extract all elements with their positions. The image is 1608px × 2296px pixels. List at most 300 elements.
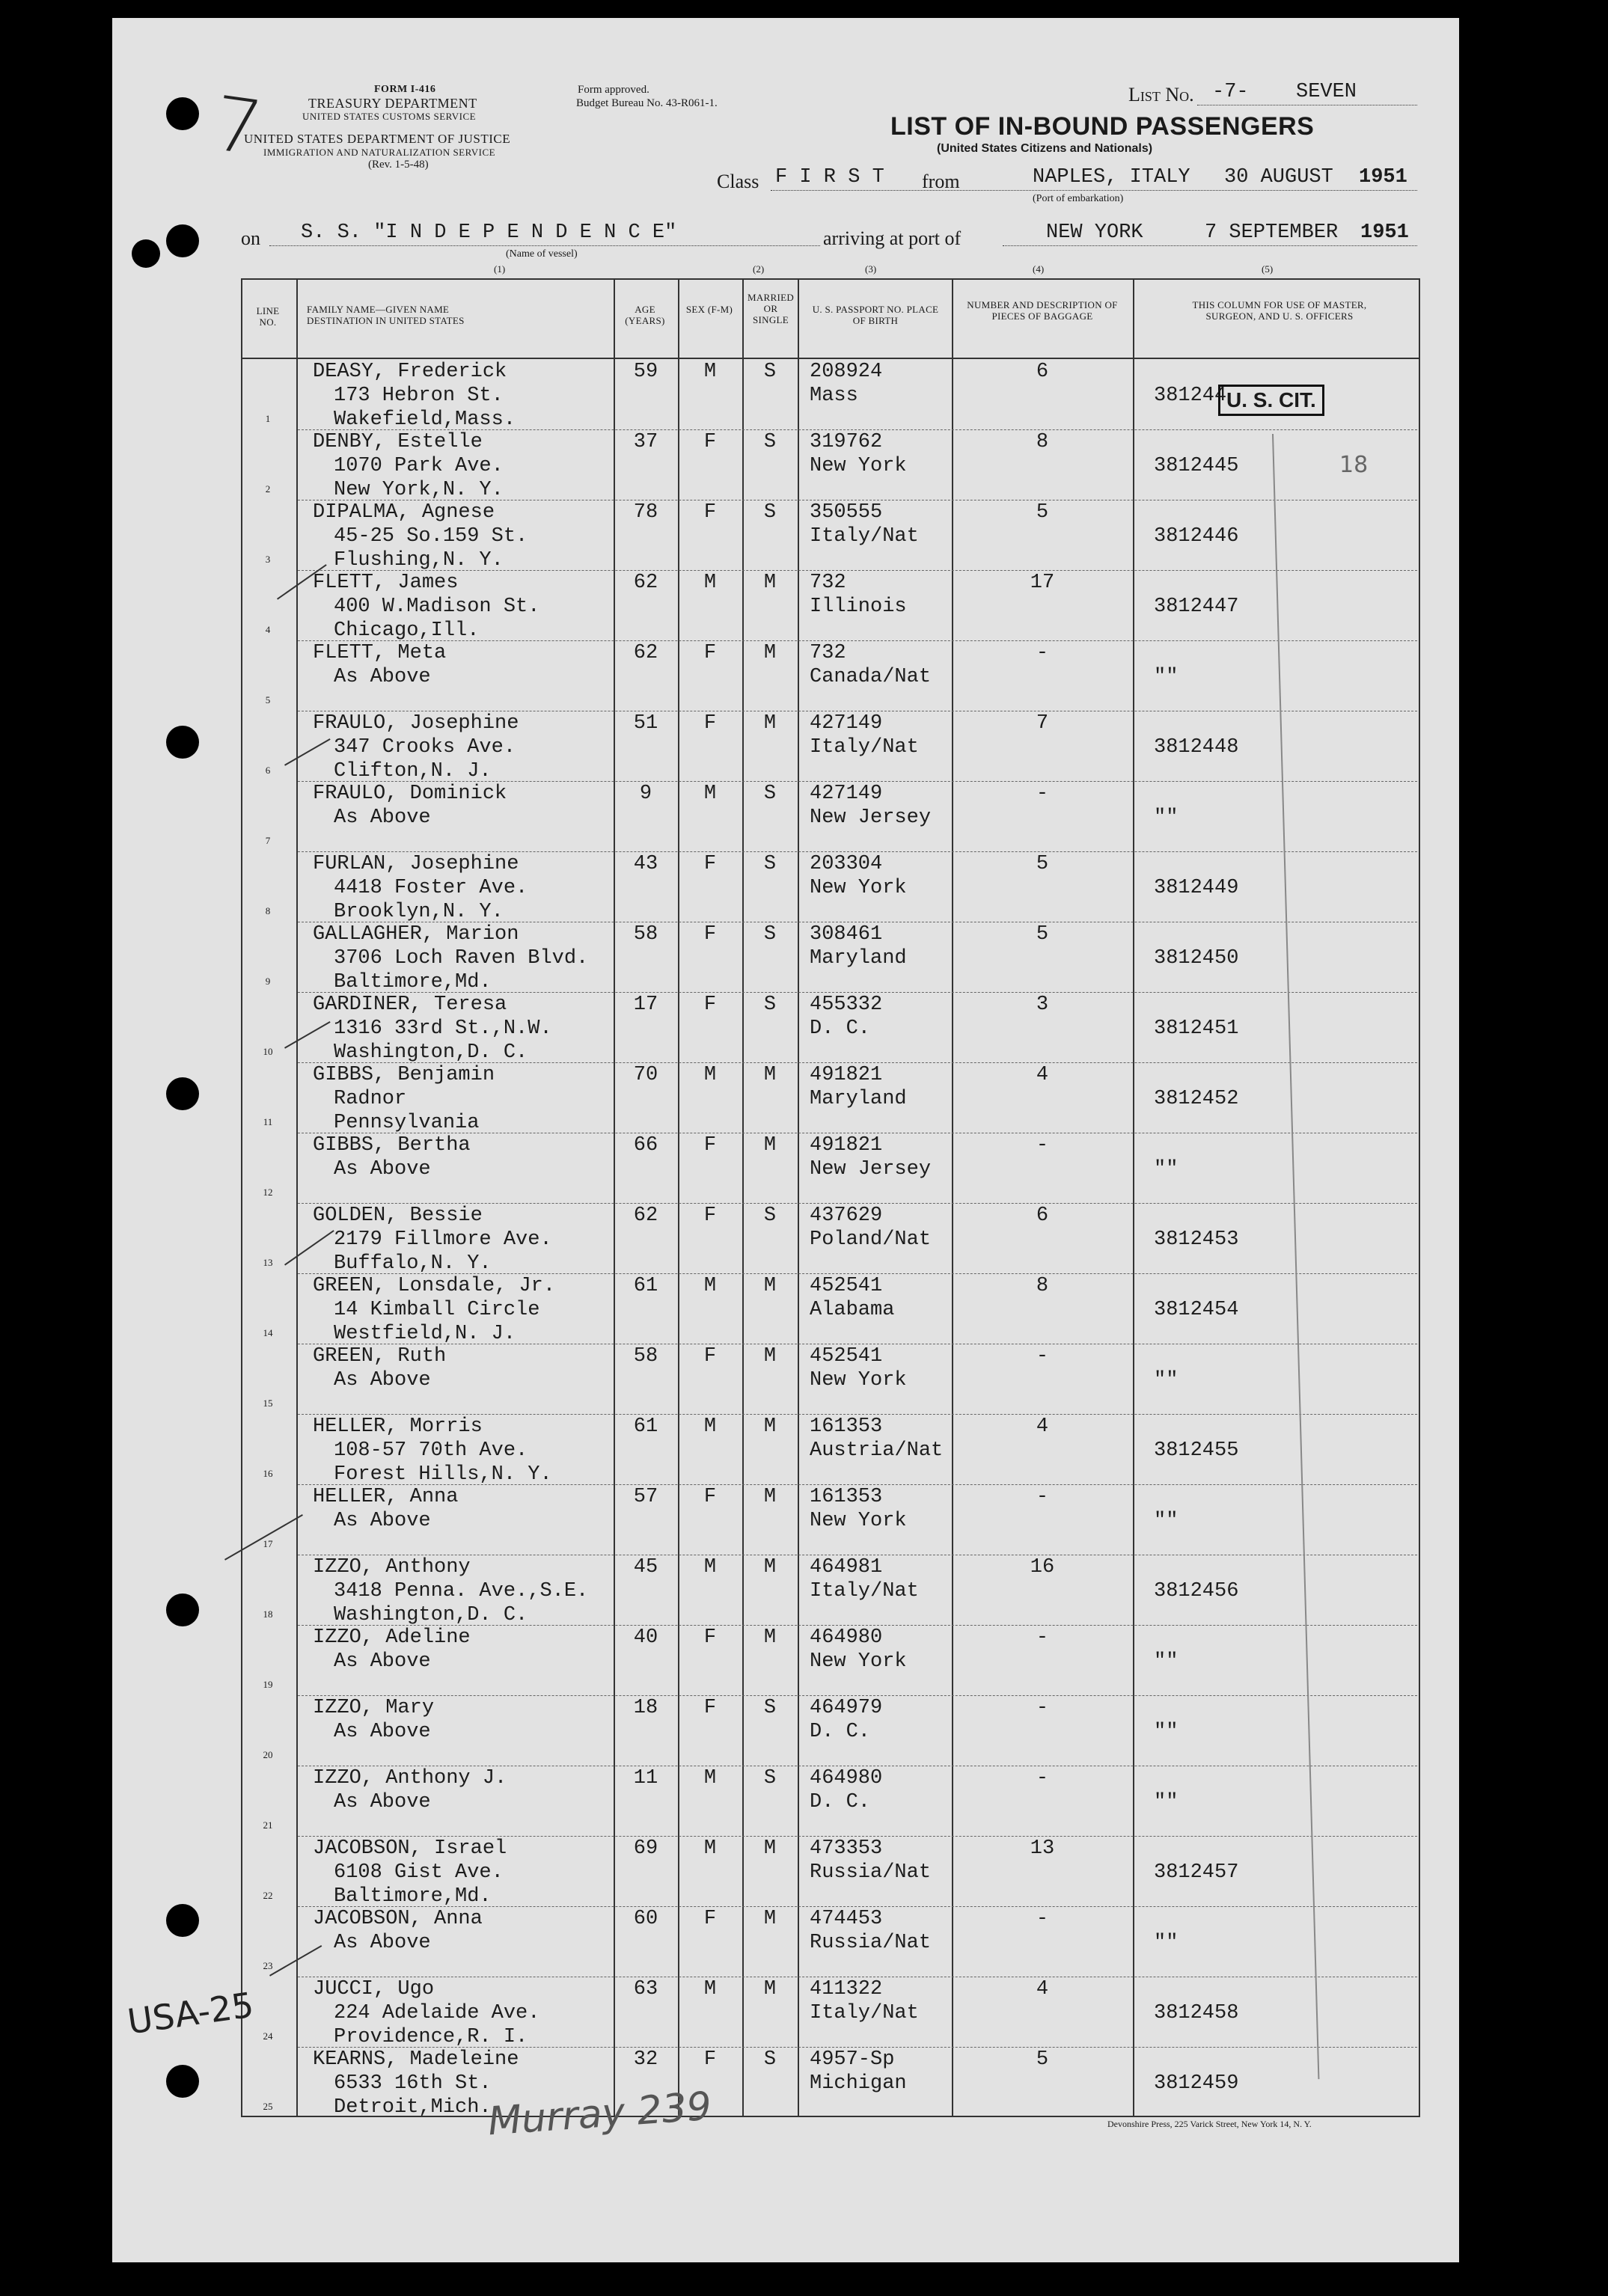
sex-value: F (703, 501, 717, 524)
baggage-count: - (1036, 1767, 1049, 1790)
marital-value: S (763, 783, 777, 805)
officer-number: 3812452 (1154, 1088, 1239, 1110)
birth-place: D. C. (810, 1791, 871, 1813)
baggage-count: 4 (1036, 1978, 1049, 2000)
document-title: LIST OF IN-BOUND PASSENGERS (890, 112, 1315, 141)
baggage-count: 13 (1030, 1837, 1055, 1860)
address-city: Flushing,N. Y. (334, 549, 504, 572)
arrival-year: 1951 (1360, 221, 1409, 244)
age-value: 63 (633, 1978, 658, 2000)
marital-value: M (763, 1134, 777, 1157)
birth-place: New Jersey (810, 1158, 932, 1181)
sex-value: M (703, 1064, 717, 1086)
sex-value: F (703, 1908, 717, 1930)
officer-number: 3812456 (1154, 1580, 1239, 1602)
arrival-date: 7 SEPTEMBER (1205, 221, 1339, 244)
baggage-count: - (1036, 1908, 1049, 1930)
address-city: New York,N. Y. (334, 479, 504, 501)
binder-hole (166, 97, 199, 130)
baggage-count: - (1036, 1345, 1049, 1368)
address-city: Providence,R. I. (334, 2026, 528, 2048)
sex-value: F (703, 1626, 717, 1649)
birth-place: Michigan (810, 2072, 907, 2095)
sex-value: M (703, 1837, 717, 1860)
marital-value: S (763, 361, 777, 383)
birth-place: Russia/Nat (810, 1861, 932, 1884)
baggage-count: 16 (1030, 1556, 1055, 1579)
age-value: 62 (633, 1204, 658, 1227)
line-number: 9 (265, 976, 271, 987)
age-value: 66 (633, 1134, 658, 1157)
address-street: 14 Kimball Circle (334, 1299, 540, 1321)
address-street: As Above (334, 1650, 431, 1673)
passenger-name: IZZO, Anthony J. (313, 1767, 507, 1790)
officer-number: 381244 (1154, 385, 1227, 407)
officer-number: 3812449 (1154, 877, 1239, 899)
passenger-name: JACOBSON, Israel (313, 1837, 507, 1860)
class-label: Class (717, 171, 759, 192)
line-number: 6 (265, 765, 271, 776)
embarkation-date: 30 AUGUST (1224, 166, 1333, 189)
binder-hole (166, 2065, 199, 2098)
budget-label: Budget Bureau No. 43-R061-1. (576, 97, 718, 109)
officer-number: "" (1154, 666, 1179, 688)
sex-value: F (703, 853, 717, 875)
address-city: Brooklyn,N. Y. (334, 901, 504, 923)
age-value: 59 (633, 361, 658, 383)
address-street: 347 Crooks Ave. (334, 736, 516, 759)
baggage-count: - (1036, 1626, 1049, 1649)
passenger-name: DENBY, Estelle (313, 431, 483, 453)
baggage-count: - (1036, 1697, 1049, 1719)
passport-number: 732 (810, 642, 846, 664)
age-value: 69 (633, 1837, 658, 1860)
marital-value: S (763, 1697, 777, 1719)
baggage-count: 8 (1036, 431, 1049, 453)
line-number: 5 (265, 694, 271, 705)
column-number: (3) (865, 263, 877, 275)
address-city: Baltimore,Md. (334, 971, 492, 994)
address-street: As Above (334, 1791, 431, 1813)
baggage-count: 5 (1036, 501, 1049, 524)
age-value: 70 (633, 1064, 658, 1086)
birth-place: Italy/Nat (810, 2002, 919, 2024)
column-divider (296, 278, 298, 2116)
line-number: 23 (263, 1960, 273, 1971)
age-value: 58 (633, 1345, 658, 1368)
address-street: As Above (334, 1510, 431, 1532)
marital-value: S (763, 1204, 777, 1227)
passport-number: 308461 (810, 923, 883, 946)
column-divider (798, 278, 799, 2116)
row-divider (298, 992, 1417, 993)
column-divider (678, 278, 679, 2116)
marital-value: M (763, 1486, 777, 1508)
address-street: As Above (334, 806, 431, 829)
class-value: F I R S T (775, 166, 884, 189)
row-divider (298, 2047, 1417, 2048)
line-number: 1 (265, 413, 271, 424)
embarkation-year: 1951 (1359, 166, 1407, 189)
address-street: 1316 33rd St.,N.W. (334, 1017, 552, 1040)
marital-value: M (763, 1275, 777, 1297)
age-value: 32 (633, 2048, 658, 2071)
address-street: As Above (334, 666, 431, 688)
margin-note: USA-25 (125, 1984, 257, 2042)
passport-number: 411322 (810, 1978, 883, 2000)
signature: Murray 239 (486, 2084, 713, 2145)
header-name: FAMILY NAME—GIVEN NAME DESTINATION IN UNITED STATES (307, 304, 465, 326)
passenger-name: IZZO, Mary (313, 1697, 435, 1719)
address-street: 173 Hebron St. (334, 385, 504, 407)
line-number: 4 (265, 624, 271, 635)
line-number: 22 (263, 1890, 273, 1901)
age-value: 61 (633, 1415, 658, 1438)
column-divider (952, 278, 953, 2116)
sex-value: F (703, 712, 717, 735)
officer-number: "" (1154, 1158, 1179, 1181)
address-street: 3706 Loch Raven Blvd. (334, 947, 589, 970)
passport-number: 4957-Sp (810, 2048, 895, 2071)
passport-number: 464980 (810, 1626, 883, 1649)
officer-number: 3812453 (1154, 1228, 1239, 1251)
header-age: AGE (YEARS) (625, 304, 665, 326)
address-street: As Above (334, 1369, 431, 1392)
age-value: 51 (633, 712, 658, 735)
row-divider (298, 429, 1417, 430)
address-city: Washington,D. C. (334, 1604, 528, 1626)
baggage-count: - (1036, 783, 1049, 805)
header-married: MARRIED OR SINGLE (747, 292, 795, 325)
column-divider (742, 278, 744, 2116)
approved-label: Form approved. (578, 84, 649, 96)
marital-value: M (763, 1415, 777, 1438)
binder-hole (166, 1594, 199, 1626)
line-number: 21 (263, 1819, 273, 1831)
passenger-name: FRAULO, Josephine (313, 712, 519, 735)
address-street: Radnor (334, 1088, 407, 1110)
passenger-name: JACOBSON, Anna (313, 1908, 483, 1930)
address-city: Wakefield,Mass. (334, 408, 516, 431)
birth-place: Illinois (810, 596, 907, 618)
binder-hole (166, 1077, 199, 1110)
address-street: 400 W.Madison St. (334, 596, 540, 618)
passenger-name: FLETT, Meta (313, 642, 447, 664)
birth-place: Italy/Nat (810, 525, 919, 548)
address-street: As Above (334, 1932, 431, 1954)
officer-number: "" (1154, 1650, 1179, 1673)
arrival-underline (1003, 245, 1417, 246)
row-divider (298, 1836, 1417, 1837)
marital-value: M (763, 1978, 777, 2000)
officer-number: 3812455 (1154, 1439, 1239, 1462)
address-street: 6108 Gist Ave. (334, 1861, 504, 1884)
address-city: Pennsylvania (334, 1112, 480, 1134)
passenger-name: GREEN, Ruth (313, 1345, 447, 1368)
age-value: 62 (633, 572, 658, 594)
arrival-port: NEW YORK (1046, 221, 1143, 244)
column-number: (5) (1262, 263, 1274, 275)
address-street: 224 Adelaide Ave. (334, 2002, 540, 2024)
pencil-note: 18 (1339, 452, 1369, 478)
passenger-name: FURLAN, Josephine (313, 853, 519, 875)
marital-value: S (763, 853, 777, 875)
passport-number: 203304 (810, 853, 883, 875)
marital-value: S (763, 2048, 777, 2071)
row-divider (298, 1906, 1417, 1907)
sex-value: M (703, 1556, 717, 1579)
sex-value: F (703, 642, 717, 664)
baggage-count: 17 (1030, 572, 1055, 594)
column-number: (1) (494, 263, 506, 275)
form-number: FORM I-416 (374, 84, 436, 95)
row-divider (298, 851, 1417, 852)
passenger-name: GIBBS, Bertha (313, 1134, 471, 1157)
line-number: 25 (263, 2101, 273, 2112)
list-label: List No. (1128, 84, 1194, 105)
birth-place: Austria/Nat (810, 1439, 944, 1462)
passenger-name: HELLER, Morris (313, 1415, 483, 1438)
baggage-count: 7 (1036, 712, 1049, 735)
passport-number: 350555 (810, 501, 883, 524)
list-number: -7- (1212, 81, 1249, 103)
marital-value: S (763, 994, 777, 1016)
header-sex: SEX (F-M) (685, 304, 733, 315)
birth-place: Maryland (810, 1088, 907, 1110)
list-word: SEVEN (1296, 81, 1357, 103)
officer-number: "" (1154, 1721, 1179, 1743)
baggage-count: 4 (1036, 1064, 1049, 1086)
birth-place: Italy/Nat (810, 1580, 919, 1602)
header-officers: THIS COLUMN FOR USE OF MASTER, SURGEON, AND U. S. OFFICERS (1192, 299, 1367, 322)
marital-value: M (763, 1064, 777, 1086)
birth-place: Alabama (810, 1299, 895, 1321)
age-value: 37 (633, 431, 658, 453)
passport-number: 161353 (810, 1415, 883, 1438)
passport-number: 491821 (810, 1134, 883, 1157)
sex-value: F (703, 1486, 717, 1508)
officer-number: 3812448 (1154, 736, 1239, 759)
sex-value: M (703, 572, 717, 594)
address-street: 2179 Fillmore Ave. (334, 1228, 552, 1251)
row-divider (298, 640, 1417, 641)
age-value: 57 (633, 1486, 658, 1508)
passport-number: 464979 (810, 1697, 883, 1719)
officer-number: 3812457 (1154, 1861, 1239, 1884)
row-divider (298, 1695, 1417, 1696)
address-street: As Above (334, 1721, 431, 1743)
marital-value: M (763, 1345, 777, 1368)
age-value: 43 (633, 853, 658, 875)
marital-value: S (763, 501, 777, 524)
passport-number: 474453 (810, 1908, 883, 1930)
header-passport: U. S. PASSPORT NO. PLACE OF BIRTH (812, 304, 939, 326)
row-divider (298, 570, 1417, 571)
passport-number: 732 (810, 572, 846, 594)
column-divider (614, 278, 615, 2116)
vessel-name: S. S. "I N D E P E N D E N C E" (301, 221, 677, 244)
pencil-note: 7 (208, 79, 268, 173)
sex-value: F (703, 1134, 717, 1157)
officer-number: "" (1154, 1369, 1179, 1392)
age-value: 9 (639, 783, 652, 805)
age-value: 61 (633, 1275, 658, 1297)
sex-value: M (703, 361, 717, 383)
address-city: Chicago,Ill. (334, 619, 480, 642)
passport-number: 452541 (810, 1345, 883, 1368)
marital-value: S (763, 431, 777, 453)
line-number: 13 (263, 1257, 273, 1268)
age-value: 40 (633, 1626, 658, 1649)
sex-value: F (703, 1204, 717, 1227)
us-citizen-stamp: U. S. CIT. (1218, 385, 1324, 416)
marital-value: M (763, 1837, 777, 1860)
officer-number: "" (1154, 1510, 1179, 1532)
line-number: 24 (263, 2030, 273, 2042)
column-number: (2) (753, 263, 765, 275)
officer-number: "" (1154, 806, 1179, 829)
passenger-name: GARDINER, Teresa (313, 994, 507, 1016)
line-number: 20 (263, 1749, 273, 1760)
age-value: 62 (633, 642, 658, 664)
passport-number: 437629 (810, 1204, 883, 1227)
line-number: 7 (265, 835, 271, 846)
officer-number: 3812451 (1154, 1017, 1239, 1040)
birth-place: New York (810, 1510, 907, 1532)
birth-place: Maryland (810, 947, 907, 970)
birth-place: D. C. (810, 1721, 871, 1743)
sex-value: M (703, 1767, 717, 1790)
baggage-count: - (1036, 1486, 1049, 1508)
row-divider (298, 1414, 1417, 1415)
line-number: 11 (263, 1116, 273, 1127)
passport-number: 161353 (810, 1486, 883, 1508)
line-number: 10 (263, 1046, 273, 1057)
header-divider (241, 358, 1419, 359)
marital-value: M (763, 712, 777, 735)
line-number: 2 (265, 483, 271, 495)
age-value: 18 (633, 1697, 658, 1719)
passport-number: 464981 (810, 1556, 883, 1579)
birth-place: Mass (810, 385, 858, 407)
immigration-label: IMMIGRATION AND NATURALIZATION SERVICE (263, 147, 496, 158)
passenger-name: FRAULO, Dominick (313, 783, 507, 805)
marital-value: M (763, 1556, 777, 1579)
address-city: Westfield,N. J. (334, 1323, 516, 1345)
printer-imprint: Devonshire Press, 225 Varick Street, New York 14, N. Y. (1107, 2119, 1312, 2129)
officer-number: 3812445 (1154, 455, 1239, 477)
address-city: Clifton,N. J. (334, 760, 492, 783)
address-street: 4418 Foster Ave. (334, 877, 528, 899)
sex-value: F (703, 994, 717, 1016)
passport-number: 208924 (810, 361, 883, 383)
officer-number: 3812447 (1154, 596, 1239, 618)
baggage-count: 6 (1036, 361, 1049, 383)
officer-number: "" (1154, 1932, 1179, 1954)
line-number: 3 (265, 554, 271, 565)
line-number: 17 (263, 1538, 273, 1549)
passenger-name: IZZO, Adeline (313, 1626, 471, 1649)
marital-value: S (763, 1767, 777, 1790)
arriving-label: arriving at port of (823, 227, 962, 249)
header-baggage: NUMBER AND DESCRIPTION OF PIECES OF BAGGAGE (967, 299, 1118, 322)
address-city: Baltimore,Md. (334, 1885, 492, 1908)
address-street: 108-57 70th Ave. (334, 1439, 528, 1462)
passenger-name: GALLAGHER, Marion (313, 923, 519, 946)
on-label: on (241, 227, 260, 249)
passenger-name: DEASY, Frederick (313, 361, 507, 383)
address-street: As Above (334, 1158, 431, 1181)
baggage-count: 4 (1036, 1415, 1049, 1438)
column-divider (1133, 278, 1134, 2116)
address-street: 6533 16th St. (334, 2072, 492, 2095)
line-number: 12 (263, 1187, 273, 1198)
passenger-name: JUCCI, Ugo (313, 1978, 435, 2000)
passport-number: 427149 (810, 783, 883, 805)
address-city: Detroit,Mich. (334, 2096, 492, 2119)
sex-value: F (703, 431, 717, 453)
birth-place: Italy/Nat (810, 736, 919, 759)
birth-place: New York (810, 455, 907, 477)
officer-number: "" (1154, 1791, 1179, 1813)
row-divider (298, 1625, 1417, 1626)
embarkation-underline (771, 190, 1417, 191)
marital-value: M (763, 1626, 777, 1649)
address-city: Forest Hills,N. Y. (334, 1463, 552, 1486)
officer-number: 3812454 (1154, 1299, 1239, 1321)
baggage-count: - (1036, 1134, 1049, 1157)
passenger-name: HELLER, Anna (313, 1486, 459, 1508)
passenger-name: FLETT, James (313, 572, 459, 594)
sex-value: F (703, 923, 717, 946)
marital-value: S (763, 923, 777, 946)
baggage-count: - (1036, 642, 1049, 664)
binder-hole (166, 1904, 199, 1937)
sex-value: F (703, 1697, 717, 1719)
sex-value: M (703, 1978, 717, 2000)
vessel-caption: (Name of vessel) (506, 248, 578, 260)
embarkation-port: NAPLES, ITALY (1033, 166, 1190, 189)
marital-value: M (763, 642, 777, 664)
age-value: 58 (633, 923, 658, 946)
line-number: 18 (263, 1608, 273, 1620)
passenger-name: GOLDEN, Bessie (313, 1204, 483, 1227)
binder-hole (166, 726, 199, 759)
passenger-name: GIBBS, Benjamin (313, 1064, 495, 1086)
marital-value: M (763, 1908, 777, 1930)
age-value: 78 (633, 501, 658, 524)
binder-hole (166, 224, 199, 257)
sex-value: M (703, 783, 717, 805)
sex-value: M (703, 1275, 717, 1297)
birth-place: D. C. (810, 1017, 871, 1040)
address-street: 3418 Penna. Ave.,S.E. (334, 1580, 589, 1602)
passport-number: 473353 (810, 1837, 883, 1860)
document-subtitle: (United States Citizens and Nationals) (937, 142, 1153, 155)
row-divider (298, 1273, 1417, 1274)
column-number: (4) (1033, 263, 1045, 275)
row-divider (298, 781, 1417, 782)
officer-number: 3812450 (1154, 947, 1239, 970)
baggage-count: 8 (1036, 1275, 1049, 1297)
header-line-no: LINE NO. (256, 305, 280, 328)
passport-number: 455332 (810, 994, 883, 1016)
passport-number: 491821 (810, 1064, 883, 1086)
revision-label: (Rev. 1-5-48) (368, 159, 429, 171)
embarkation-caption: (Port of embarkation) (1033, 193, 1124, 204)
binder-hole (132, 239, 160, 268)
baggage-count: 5 (1036, 853, 1049, 875)
